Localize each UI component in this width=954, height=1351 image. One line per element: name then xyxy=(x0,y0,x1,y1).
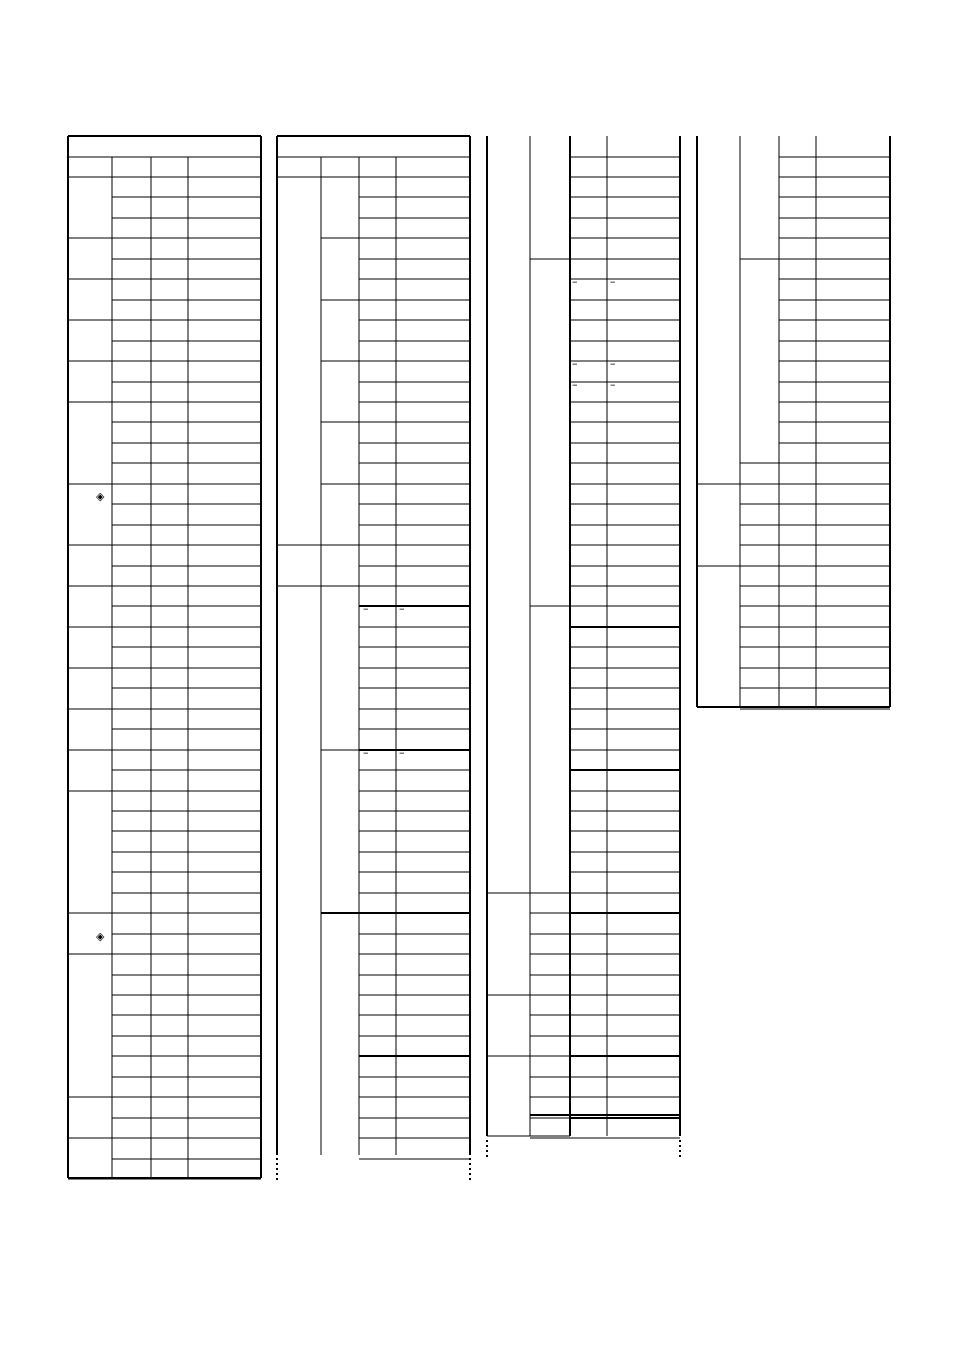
diamond-marker: ◈ xyxy=(96,930,105,943)
dash-marker: – xyxy=(572,357,578,370)
dash-marker: – xyxy=(399,602,405,615)
dash-marker: – xyxy=(572,378,578,391)
dash-marker: – xyxy=(363,602,369,615)
dash-marker: – xyxy=(572,275,578,288)
dash-marker: – xyxy=(610,357,616,370)
dash-marker: – xyxy=(610,378,616,391)
table-borders xyxy=(68,136,890,1178)
dash-marker: – xyxy=(610,275,616,288)
diamond-marker: ◈ xyxy=(96,490,105,503)
table-grid-lines xyxy=(68,136,890,1179)
dash-marker: – xyxy=(363,746,369,759)
dash-marker: – xyxy=(399,746,405,759)
continuation-marks xyxy=(277,1140,680,1180)
cell-markers xyxy=(96,275,616,943)
